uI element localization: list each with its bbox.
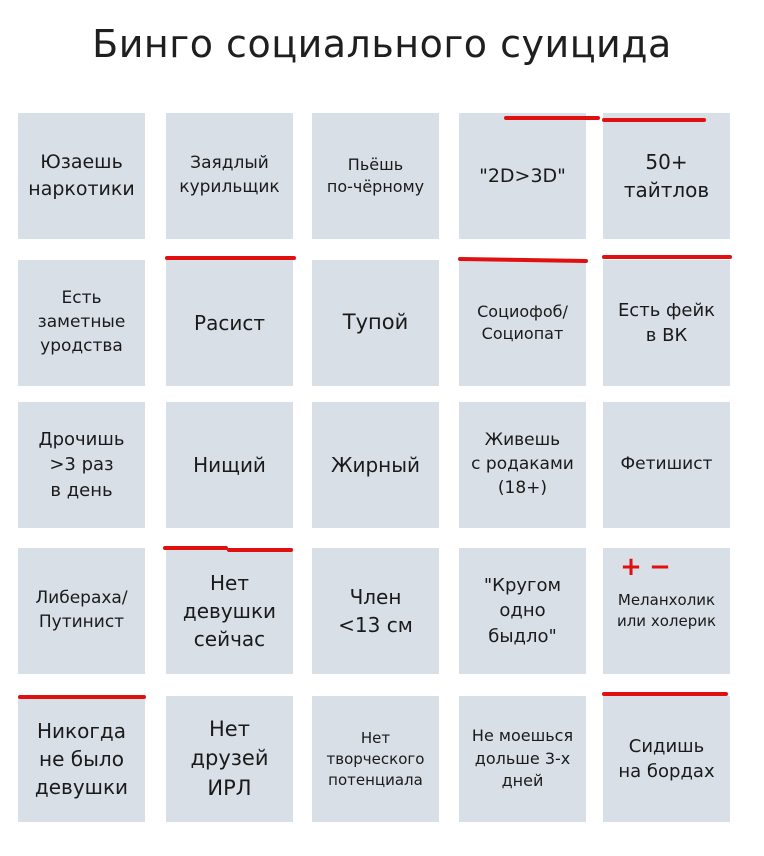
bingo-cell-label: Тупой xyxy=(342,310,409,335)
bingo-cell xyxy=(18,548,145,674)
bingo-cell-label: Нет девушки сейчас xyxy=(182,571,277,651)
bingo-cell xyxy=(603,113,730,239)
bingo-cell-label: Социофоб/ Социопат xyxy=(477,301,568,343)
bingo-cell xyxy=(459,113,586,239)
bingo-cell-label: 50+ тайтлов xyxy=(623,150,710,202)
bingo-cell xyxy=(459,402,586,528)
bingo-cell xyxy=(603,696,730,822)
bingo-cell-label: Есть заметные уродства xyxy=(37,288,126,356)
bingo-cell-label: Живешь с родаками (18+) xyxy=(471,430,574,498)
bingo-cell xyxy=(459,696,586,822)
bingo-cell xyxy=(166,260,293,386)
bingo-cell-label: Либераха/ Путинист xyxy=(35,588,128,632)
bingo-cell-label: Дрочишь >3 раз в день xyxy=(38,429,125,501)
bingo-cell-label: Нищий xyxy=(193,453,266,477)
bingo-cell xyxy=(312,113,439,239)
bingo-cell-label: Меланхолик или холерик xyxy=(616,591,717,630)
bingo-cell xyxy=(166,548,293,674)
bingo-cell xyxy=(166,696,293,822)
bingo-cell-label: Никогда не было девушки xyxy=(34,719,129,799)
bingo-cell-label: Фетишист xyxy=(620,454,713,475)
bingo-cell xyxy=(603,260,730,386)
bingo-cell xyxy=(166,402,293,528)
bingo-cell-label: Нет творческого потенциала xyxy=(326,728,425,789)
bingo-cell xyxy=(312,260,439,386)
bingo-cell xyxy=(18,696,145,822)
bingo-cell-label: Есть фейк в ВК xyxy=(617,299,716,346)
bingo-cell-label: Заядлый курильщик xyxy=(179,153,280,197)
bingo-cell-label: Расист xyxy=(194,311,265,335)
bingo-cell xyxy=(312,402,439,528)
bingo-cell xyxy=(312,696,439,822)
bingo-cell xyxy=(603,402,730,528)
bingo-cell-label: Жирный xyxy=(330,453,421,477)
bingo-cell-label: Член <13 см xyxy=(338,585,413,637)
minus-sign-mark: − xyxy=(649,552,671,582)
plus-sign-mark: + xyxy=(620,552,642,582)
bingo-cell-label: Нет друзей ИРЛ xyxy=(190,716,269,800)
bingo-cell-label: Юзаешь наркотики xyxy=(28,151,135,200)
page-title: Бинго социального суицида xyxy=(92,22,672,66)
bingo-cell xyxy=(459,548,586,674)
bingo-cell xyxy=(312,548,439,674)
bingo-cell xyxy=(18,113,145,239)
bingo-cell xyxy=(603,548,730,674)
bingo-cell xyxy=(459,260,586,386)
bingo-cell xyxy=(18,402,145,528)
bingo-cell-label: "2D>3D" xyxy=(479,164,566,187)
bingo-cell xyxy=(166,113,293,239)
bingo-cell xyxy=(18,260,145,386)
bingo-cell-label: "Кругом одно быдло" xyxy=(483,575,562,647)
bingo-cell-label: Пьёшь по-чёрному xyxy=(326,154,425,196)
bingo-cell-label: Не моешься дольше 3-х дней xyxy=(471,726,574,791)
bingo-cell-label: Сидишь на бордах xyxy=(618,735,715,782)
